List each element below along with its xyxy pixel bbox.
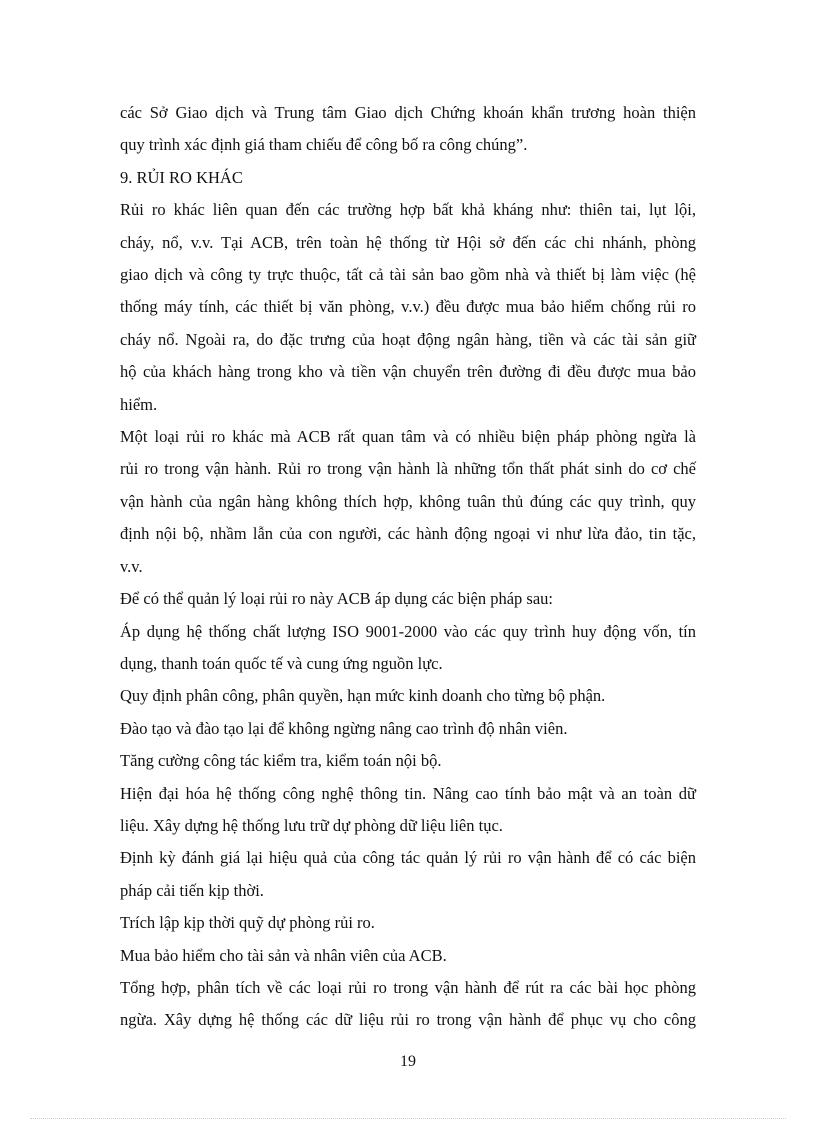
document-body	[120, 97, 696, 1037]
text-line: Trích lập kịp thời quỹ dự phòng rủi ro.	[120, 913, 375, 933]
text-line: Định kỳ đánh giá lại hiệu quả của công tác quản lý rủi ro vận hành để có các biện	[120, 848, 696, 868]
text-line: quy trình xác định giá tham chiếu để công bố ra công chúng”.	[120, 135, 528, 155]
text-line: pháp cải tiến kịp thời.	[120, 880, 264, 900]
text-line: thống máy tính, các thiết bị văn phòng, v.v.) đều được mua bảo hiểm chống rủi ro	[120, 297, 696, 317]
text-line: Để có thể quản lý loại rủi ro này ACB áp dụng các biện pháp sau:	[120, 589, 554, 609]
text-line: định nội bộ, nhầm lẫn của con người, các hành động ngoại vi như lừa đảo, tin tặc,	[120, 524, 696, 544]
text-line: Tổng hợp, phân tích về các loại rủi ro trong vận hành để rút ra các bài học phòng	[120, 977, 696, 997]
text-line: hiểm.	[120, 394, 158, 414]
text-line: Mua bảo hiểm cho tài sản và nhân viên của ACB.	[120, 945, 447, 965]
text-line: Quy định phân công, phân quyền, hạn mức kinh doanh cho từng bộ phận.	[120, 686, 606, 706]
text-line: liệu. Xây dựng hệ thống lưu trữ dự phòng dữ liệu liên tục.	[120, 815, 503, 835]
text-line: rủi ro trong vận hành. Rủi ro trong vận hành là những tổn thất phát sinh do cơ chế	[120, 459, 696, 479]
text-line: ngừa. Xây dựng hệ thống các dữ liệu rủi ro trong vận hành để phục vụ cho công	[120, 1010, 696, 1030]
text-line: Áp dụng hệ thống chất lượng ISO 9001-2000 vào các quy trình huy động vốn, tín	[120, 621, 696, 641]
text-line: Hiện đại hóa hệ thống công nghệ thông tin. Nâng cao tính bảo mật và an toàn dữ	[120, 783, 696, 803]
text-line: cháy, nổ, v.v. Tại ACB, trên toàn hệ thống từ Hội sở đến các chi nhánh, phòng	[120, 232, 696, 252]
text-line: dụng, thanh toán quốc tế và cung ứng nguồn lực.	[120, 653, 443, 673]
text-line: cháy nổ. Ngoài ra, do đặc trưng của hoạt động ngân hàng, tiền và các tài sản giữ	[120, 329, 696, 349]
text-line: các Sở Giao dịch và Trung tâm Giao dịch Chứng khoán khẩn trương hoàn thiện	[120, 103, 696, 122]
section-heading: 9. RỦI RO KHÁC	[120, 167, 243, 187]
text-line: Rủi ro khác liên quan đến các trường hợp bất khả kháng như: thiên tai, lụt lội,	[120, 200, 696, 220]
text-line: Một loại rủi ro khác mà ACB rất quan tâm và có nhiều biện pháp phòng ngừa là	[120, 427, 696, 447]
text-line: hộ của khách hàng trong kho và tiền vận chuyển trên đường đi đều được mua bảo	[120, 362, 696, 382]
page-number: 19	[400, 1053, 416, 1070]
text-line: Tăng cường công tác kiểm tra, kiểm toán nội bộ.	[120, 751, 442, 771]
text-line: vận hành của ngân hàng không thích hợp, không tuân thủ đúng các quy trình, quy	[120, 491, 696, 511]
text-line: Đào tạo và đào tạo lại để không ngừng nâng cao trình độ nhân viên.	[120, 718, 568, 738]
page-bottom-divider	[30, 1118, 786, 1119]
text-line: v.v.	[120, 556, 143, 576]
text-line: giao dịch và công ty trực thuộc, tất cả tài sản bao gồm nhà và thiết bị làm việc (hệ	[120, 265, 696, 285]
